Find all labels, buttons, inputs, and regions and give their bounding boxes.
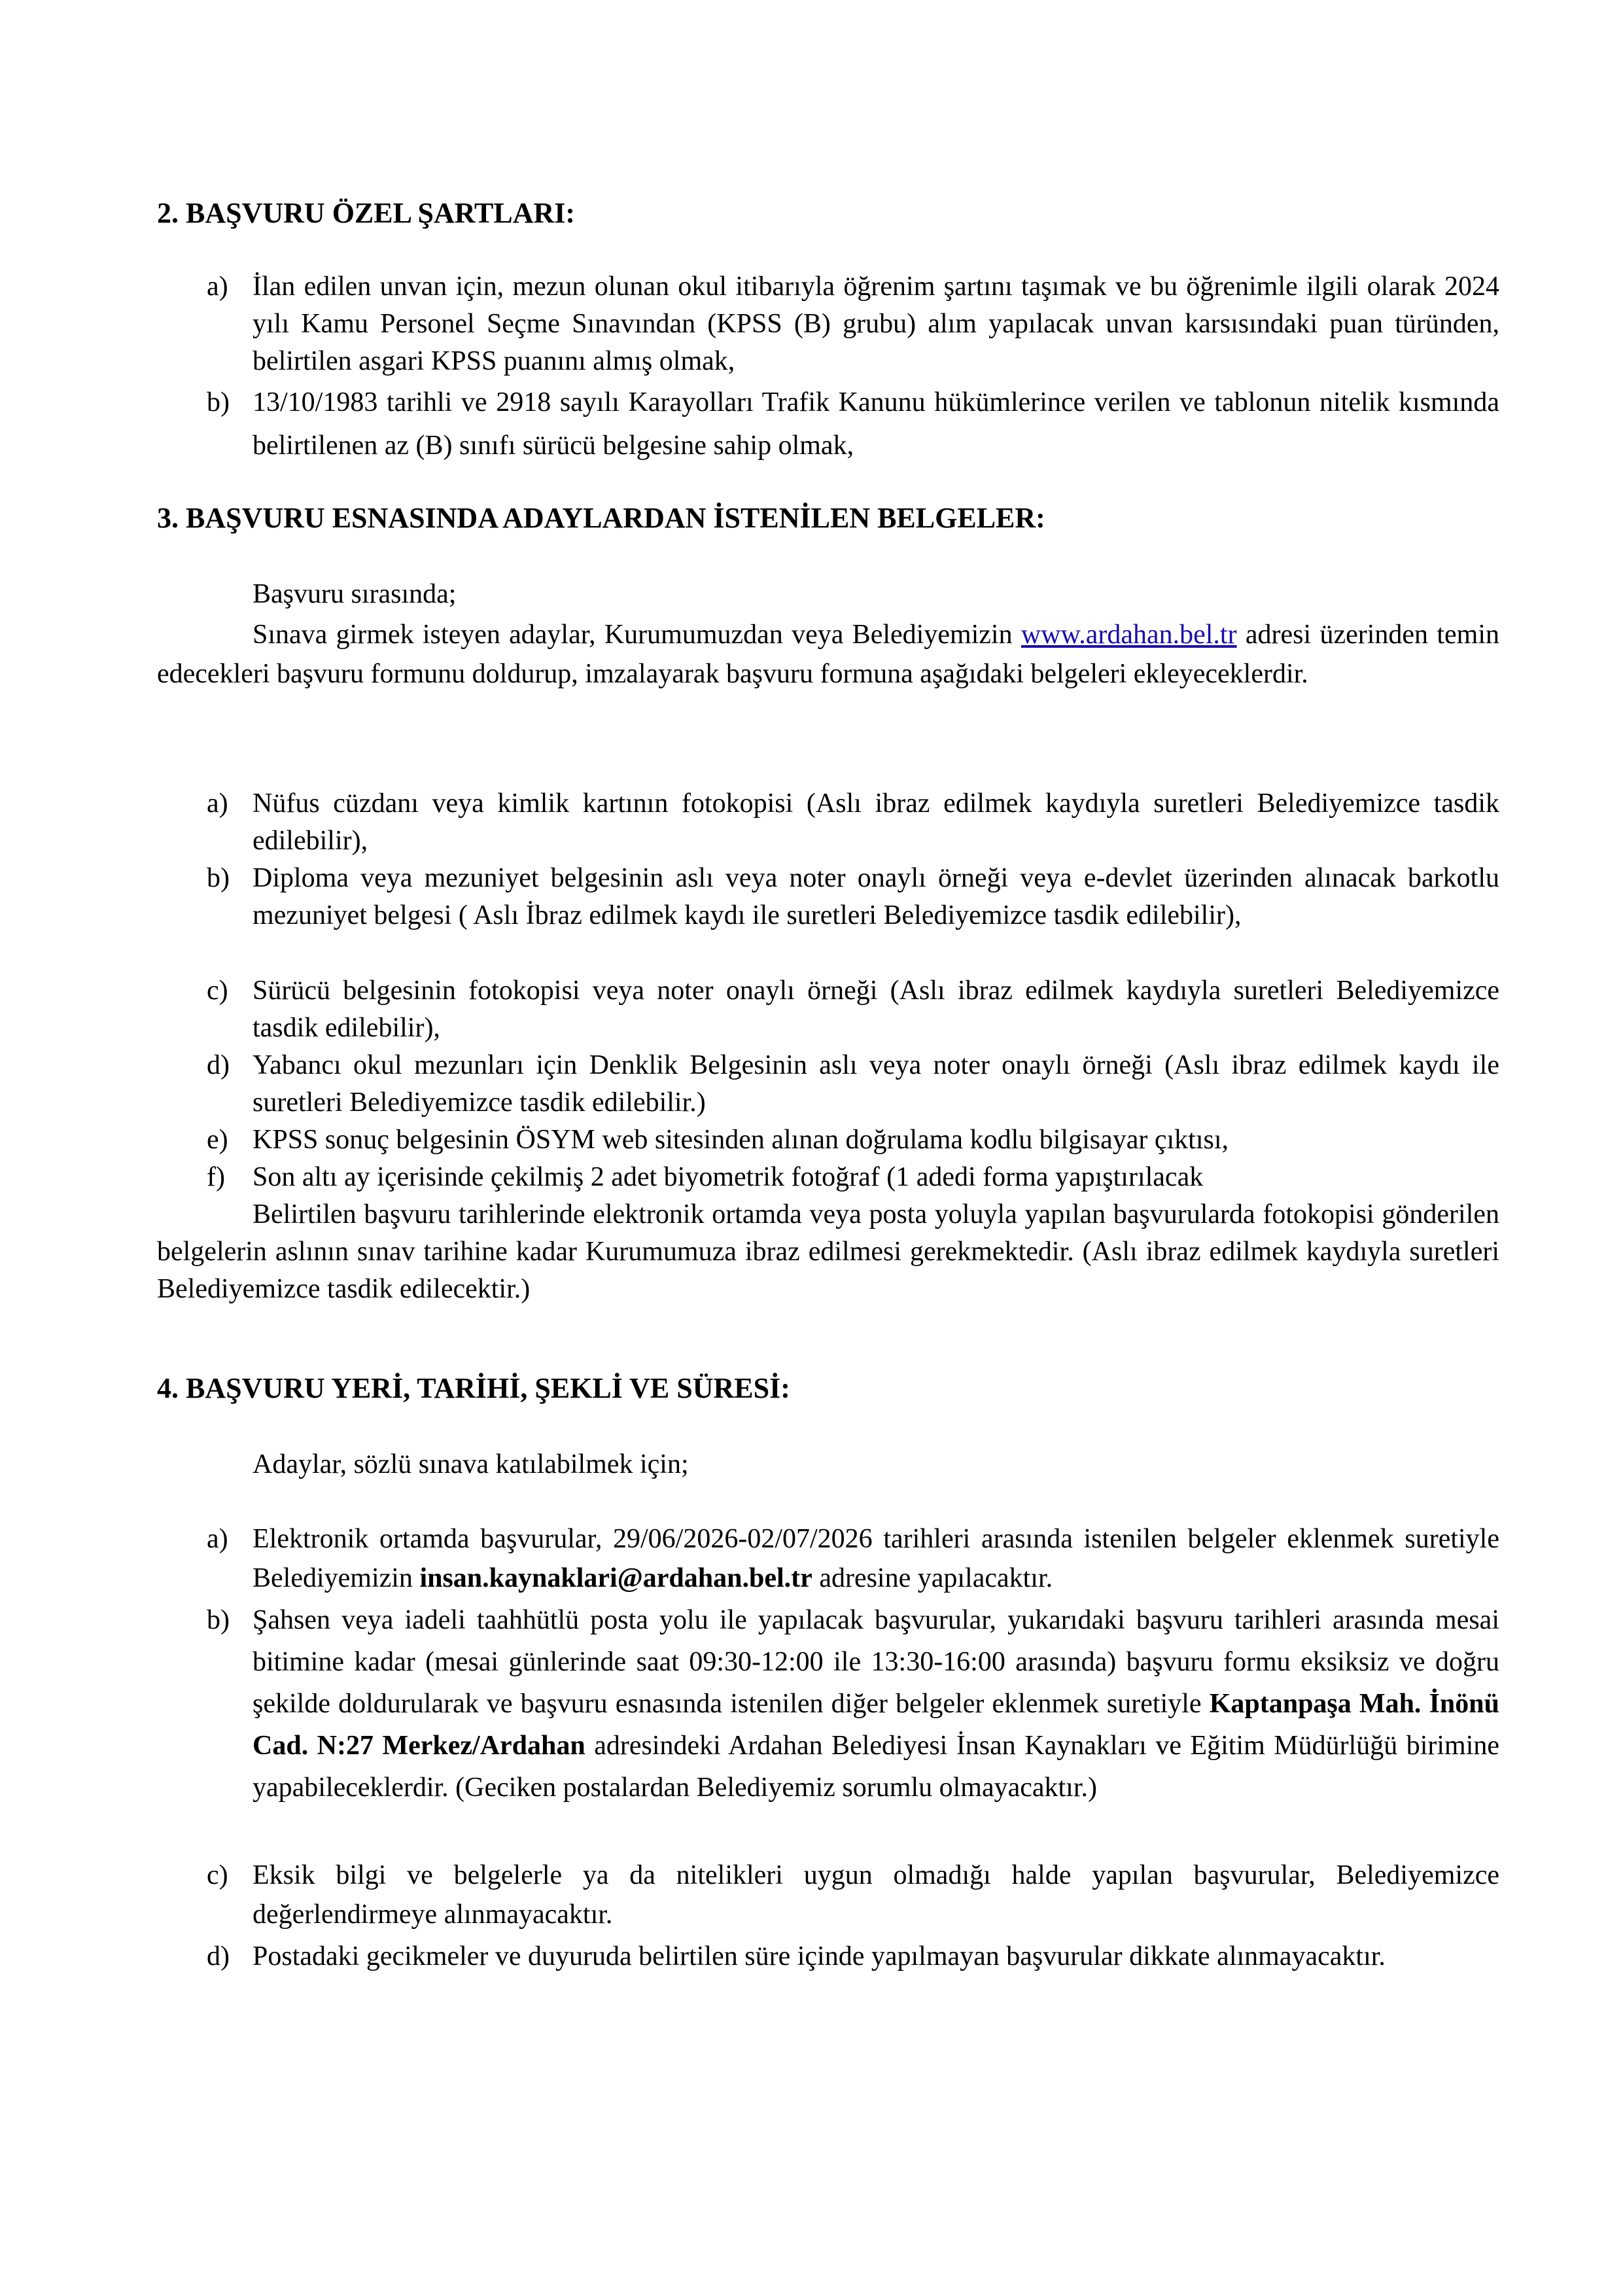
paragraph-text: adresindeki Ardahan Belediyesi İnsan Kaynakları ve Eğitim Müdürlüğü birimine yapabileceklerdir. (Geciken postalardan Belediyemiz sorumlu olmayacaktır.)	[253, 1731, 1500, 1803]
paragraph-text: adresine yapılacaktır.	[819, 1563, 1053, 1593]
paragraph-text: Şahsen veya iadeli taahhütlü posta yolu ile yapılacak başvurular, yukarıdaki başvuru tarihleri arasında mesai bitimine kadar (mesai günlerinde saat 09:30-12:00 ile 13:30-16:00 arasında) başvuru formu eksiksiz ve doğru şekilde doldurularak ve başvuru esnasında istenilen diğer belgeler eklenmek suretiyle	[253, 1605, 1499, 1719]
section-3-paragraph	[157, 615, 1499, 694]
list-item-text: Diploma veya mezuniyet belgesinin aslı veya noter onaylı örneği veya e-devlet üzerinden alınacak barkotlu mezuniyet belgesi ( Aslı İbraz edilmek kaydı ile suretleri Belediyemizce tasdik edilebilir),	[253, 863, 1499, 930]
list-item-label: b)	[207, 863, 230, 893]
list-item-label: a)	[207, 272, 228, 302]
paragraph-text: Belirtilen başvuru tarihlerinde elektronik ortamda veya posta yoluyla yapılan başvurularda fotokopisi gönderilen belgelerin aslının sınav tarihine kadar Kurumumuza ibraz edilmesi gerekmektedir. (Aslı ibraz edilmek kaydıyla suretleri Belediyemizce tasdik edilecektir.)	[157, 1199, 1499, 1304]
list-item-label: e)	[207, 1125, 228, 1155]
list-item-label: c)	[207, 976, 228, 1006]
section-3-closing	[157, 1196, 1499, 1308]
list-item-text: Son altı ay içerisinde çekilmiş 2 adet biyometrik fotoğraf (1 adedi forma yapıştırılacak	[253, 1162, 1204, 1192]
list-item-label: a)	[207, 788, 228, 819]
paragraph-text: adresi üzerinden temin edecekleri başvuru formunu doldurup, imzalayarak başvuru formuna aşağıdaki belgeleri ekleyeceklerdir.	[157, 620, 1500, 689]
list-item-text: Yabancı okul mezunları için Denklik Belgesinin aslı veya noter onaylı örneği (Aslı ibraz edilmek kaydı ile suretleri Belediyemizce tasdik edilebilir.)	[253, 1050, 1499, 1118]
list-item-text: Postadaki gecikmeler ve duyuruda belirtilen süre içinde yapılmayan başvurular dikkate alınmayacaktır.	[253, 1941, 1386, 1971]
list-item-text	[253, 1519, 1499, 1598]
list-item-text: İlan edilen unvan için, mezun olunan okul itibarıyla öğrenim şartını taşımak ve bu öğrenimle ilgili olarak 2024 yılı Kamu Personel Seçme Sınavından (KPSS (B) grubu) alım yapılacak unvan karsısındaki puan türünden, belirtilen asgari KPSS puanını almış olmak,	[253, 272, 1499, 376]
list-item	[207, 860, 1499, 934]
office-address: Kaptanpaşa Mah. İnönü Cad. N:27 Merkez/Ardahan	[253, 1689, 1499, 1761]
email-address: insan.kaynaklari@ardahan.bel.tr	[419, 1563, 812, 1593]
section-3-heading: 3. BAŞVURU ESNASINDA ADAYLARDAN İSTENİLEN BELGELER:	[157, 502, 1045, 534]
list-item	[207, 1935, 1499, 1977]
list-item	[207, 1047, 1499, 1122]
section-4-heading: 4. BAŞVURU YERİ, TARİHİ, ŞEKLİ VE SÜRESİ:	[157, 1372, 790, 1404]
list-item	[207, 381, 1499, 467]
list-item	[207, 1159, 1499, 1196]
list-item-label: d)	[207, 1941, 230, 1971]
list-item-text	[253, 1599, 1499, 1809]
list-item	[207, 972, 1499, 1047]
list-item-label: b)	[207, 387, 230, 417]
list-item-label: f)	[207, 1162, 225, 1192]
list-item	[207, 1122, 1499, 1159]
list-item-text: Sürücü belgesinin fotokopisi veya noter onaylı örneği (Aslı ibraz edilmek kaydıyla suretleri Belediyemizce tasdik edilebilir),	[253, 976, 1499, 1043]
list-item-label: b)	[207, 1605, 230, 1635]
list-item-label: d)	[207, 1050, 230, 1080]
section-4-intro: Adaylar, sözlü sınava katılabilmek için;	[253, 1449, 689, 1479]
list-item-text: Eksik bilgi ve belgelerle ya da nitelikleri uygun olmadığı halde yapılan başvurular, Belediyemizce değerlendirmeye alınmayacaktır.	[253, 1860, 1499, 1930]
paragraph-text: Sınava girmek isteyen adaylar, Kurumumuzdan veya Belediyemizin	[253, 620, 1013, 650]
website-link[interactable]: www.ardahan.bel.tr	[1021, 620, 1237, 650]
list-item-text: 13/10/1983 tarihli ve 2918 sayılı Karayolları Trafik Kanunu hükümlerince verilen ve tablonun nitelik kısmında belirtilenen az (B) sınıfı sürücü belgesine sahip olmak,	[253, 387, 1499, 461]
list-item	[207, 785, 1499, 860]
section-2-heading: 2. BAŞVURU ÖZEL ŞARTLARI:	[157, 197, 576, 229]
section-3-intro: Başvuru sırasında;	[253, 579, 457, 609]
list-item-label: a)	[207, 1524, 228, 1554]
list-item	[207, 1856, 1499, 1934]
paragraph-text: Elektronik ortamda başvurular, 29/06/2026-02/07/2026 tarihleri arasında istenilen belgeler eklenmek suretiyle Belediyemizin	[253, 1524, 1499, 1593]
list-item	[207, 1519, 1499, 1598]
list-item	[207, 1599, 1499, 1809]
list-item	[207, 268, 1499, 380]
list-item-text: Nüfus cüzdanı veya kimlik kartının fotokopisi (Aslı ibraz edilmek kaydıyla suretleri Belediyemizce tasdik edilebilir),	[253, 788, 1499, 856]
list-item-text: KPSS sonuç belgesinin ÖSYM web sitesinden alınan doğrulama kodlu bilgisayar çıktısı,	[253, 1125, 1229, 1155]
list-item-label: c)	[207, 1860, 228, 1890]
